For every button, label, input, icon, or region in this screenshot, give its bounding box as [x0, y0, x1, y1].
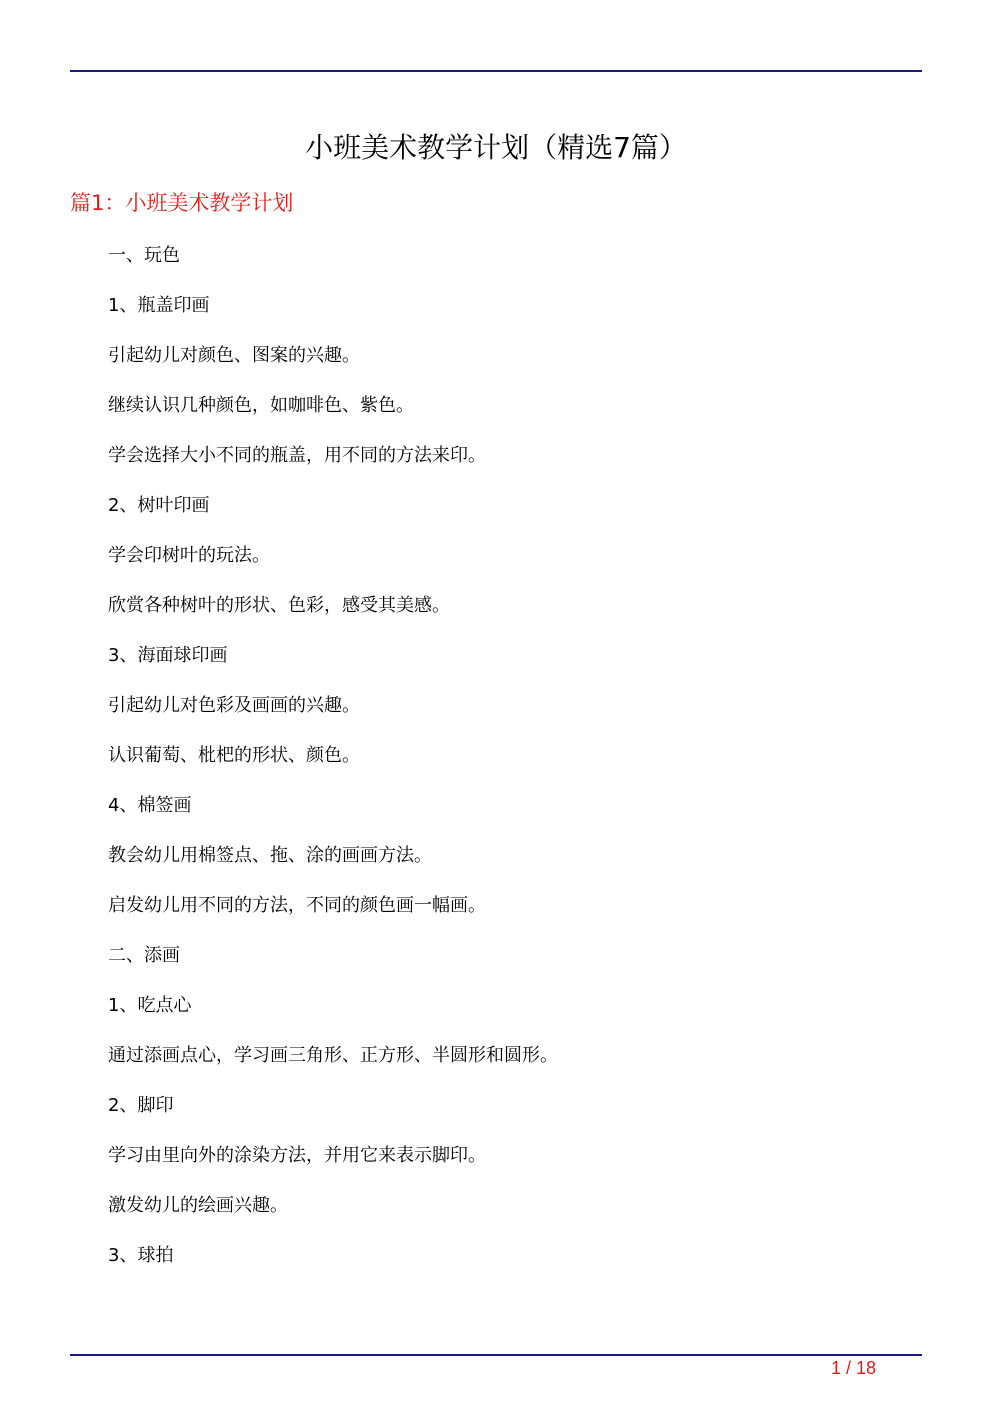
- list-item: 通过添画点心，学习画三角形、正方形、半圆形和圆形。: [108, 1045, 558, 1066]
- list-item: 学习由里向外的涂染方法，并用它来表示脚印。: [108, 1145, 486, 1166]
- section-heading: 篇1：小班美术教学计划: [70, 191, 294, 215]
- document-body: [108, 242, 908, 1292]
- list-item: 一、玩色: [108, 245, 180, 266]
- list-item: 激发幼儿的绘画兴趣。: [108, 1195, 288, 1216]
- list-item: 启发幼儿用不同的方法，不同的颜色画一幅画。: [108, 895, 486, 916]
- document-title: 小班美术教学计划（精选7篇）: [305, 131, 687, 164]
- list-item: 3、球拍: [108, 1245, 174, 1266]
- list-item: 教会幼儿用棉签点、拖、涂的画画方法。: [108, 845, 432, 866]
- footer-rule: [70, 1354, 922, 1356]
- list-item: 1、吃点心: [108, 995, 192, 1016]
- header-rule: [70, 70, 922, 72]
- list-item: 引起幼儿对颜色、图案的兴趣。: [108, 345, 360, 366]
- list-item: 欣赏各种树叶的形状、色彩，感受其美感。: [108, 595, 450, 616]
- list-item: 引起幼儿对色彩及画画的兴趣。: [108, 695, 360, 716]
- list-item: 4、棉签画: [108, 795, 192, 816]
- page-number: 1 / 18: [830, 1358, 876, 1378]
- list-item: 2、脚印: [108, 1095, 174, 1116]
- list-item: 1、瓶盖印画: [108, 295, 210, 316]
- list-item: 继续认识几种颜色，如咖啡色、紫色。: [108, 395, 414, 416]
- list-item: 学会印树叶的玩法。: [108, 545, 270, 566]
- list-item: 2、树叶印画: [108, 495, 210, 516]
- list-item: 3、海面球印画: [108, 645, 228, 666]
- list-item: 学会选择大小不同的瓶盖，用不同的方法来印。: [108, 445, 486, 466]
- list-item: 认识葡萄、枇杷的形状、颜色。: [108, 745, 360, 766]
- list-item: 二、添画: [108, 945, 180, 966]
